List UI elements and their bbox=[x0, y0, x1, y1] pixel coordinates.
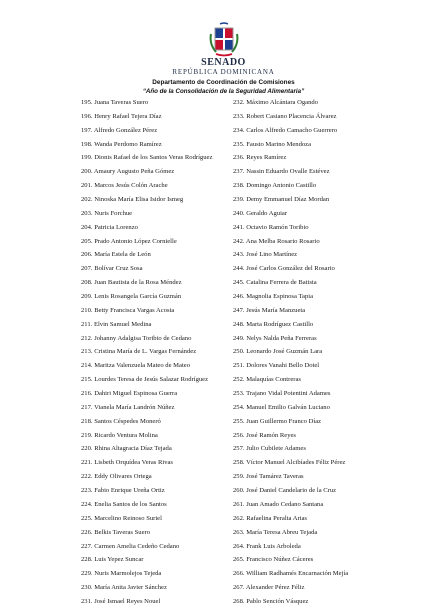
senado-seal-icon bbox=[208, 22, 240, 58]
list-item: 210. Betty Francisca Vargas Acosta bbox=[81, 306, 175, 314]
list-item: 259. José Tamárez Taveras bbox=[233, 473, 304, 481]
list-item: 234. Carlos Alfredo Camacho Guerrero bbox=[233, 126, 338, 134]
list-item: 245. Catalina Ferrera de Batista bbox=[233, 279, 317, 287]
list-item: 207. Bolívar Cruz Sosa bbox=[81, 265, 143, 273]
list-item: 224. Enelia Santos de los Santos bbox=[81, 500, 167, 508]
list-item: 249. Nelys Nalda Peña Ferreras bbox=[233, 334, 317, 342]
list-item: 260. José Daniel Candelario de la Cruz bbox=[233, 487, 337, 495]
list-item: 265. Francisco Núñez Cáceres bbox=[233, 556, 314, 564]
list-item: 261. Juan Amado Cedano Santana bbox=[233, 500, 324, 508]
list-item: 253. Trajano Vidal Potentini Adames bbox=[233, 390, 331, 398]
year-motto: “Año de la Consolidación de la Seguridad Alimentaria” bbox=[142, 88, 305, 95]
list-item: 200. Amaury Augusto Peña Gómez bbox=[81, 168, 175, 176]
list-item: 213. Cristina María de L. Vargas Fernández bbox=[81, 348, 197, 356]
list-item: 220. Rhina Altagracia Díaz Tejada bbox=[81, 445, 172, 453]
list-item: 196. Henry Rafael Tejera Díaz bbox=[81, 112, 162, 120]
list-item: 212. Johanny Adalgisa Toribio de Cedano bbox=[81, 334, 192, 342]
list-item: 199. Dionis Rafael de los Santos Veras Rodríguez bbox=[81, 154, 213, 162]
list-item: 238. Domingo Antonio Castillo bbox=[233, 182, 317, 190]
list-item: 241. Octavio Ramón Toribio bbox=[233, 223, 309, 231]
list-item: 257. Julio Cubilete Adames bbox=[233, 445, 306, 453]
list-item: 267. Alexander Pérez Féliz bbox=[233, 584, 305, 592]
list-item: 203. Nuris Forchue bbox=[81, 209, 133, 217]
list-item: 223. Fabio Enrique Ureña Ortiz bbox=[81, 487, 165, 495]
list-item: 225. Marcelino Reinoso Suriel bbox=[81, 514, 162, 522]
list-item: 214. Maritza Valenzuela Mateo de Mateo bbox=[81, 362, 190, 370]
list-item: 255. Juan Guillermo Franco Díaz bbox=[233, 417, 322, 425]
department-title: Departamento de Coordinación de Comisiones bbox=[152, 79, 295, 86]
list-item: 242. Ana Melba Rosario Rosario bbox=[233, 237, 320, 245]
list-item: 268. Pablo Sención Vásquez bbox=[233, 597, 309, 605]
list-item: 252. Malaquías Contreras bbox=[233, 376, 301, 384]
list-item: 232. Máximo Alcántara Ogando bbox=[233, 99, 318, 106]
list-item: 226. Belkis Taveras Suero bbox=[81, 528, 151, 536]
list-item: 206. María Estela de León bbox=[81, 251, 151, 259]
list-item: 233. Robert Casiano Placencia Álvarez bbox=[233, 112, 337, 120]
org-name: SENADO bbox=[201, 57, 246, 68]
names-list-right bbox=[233, 96, 403, 609]
list-item: 239. Demy Emmanuel Díaz Mordan bbox=[233, 196, 330, 204]
list-item: 246. Magnolia Espinosa Tapia bbox=[233, 293, 313, 301]
list-item: 215. Lourdes Teresa de Jesús Salazar Rodríguez bbox=[81, 376, 209, 384]
list-item: 218. Santos Céspedes Moneró bbox=[81, 417, 161, 425]
list-item: 205. Prado Antonio López Cornielle bbox=[81, 237, 177, 245]
list-item: 228. Luis Yepez Suncar bbox=[81, 556, 144, 564]
list-item: 195. Juana Taveras Suero bbox=[81, 99, 149, 106]
list-item: 263. María Teresa Abreu Tejada bbox=[233, 528, 318, 536]
list-item: 266. William Radhamés Encarnación Mejía bbox=[233, 570, 349, 578]
list-item: 258. Víctor Manuel Alcibíades Féliz Pérez bbox=[233, 459, 346, 467]
list-item: 211. Elvin Samuel Medina bbox=[81, 320, 152, 328]
list-item: 209. Lenis Rosangela García Guzmán bbox=[81, 293, 182, 301]
list-item: 208. Juan Bautista de la Rosa Méndez bbox=[81, 279, 182, 287]
list-item: 221. Lisbeth Orquídea Veras Rivas bbox=[81, 459, 173, 467]
list-item: 244. José Carlos González del Rosario bbox=[233, 265, 335, 273]
list-item: 197. Alfredo González Pérez bbox=[81, 126, 158, 134]
list-item: 219. Ricardo Ventura Molina bbox=[81, 431, 158, 439]
list-item: 256. José Ramón Reyes bbox=[233, 431, 297, 439]
list-item: 236. Reyes Ramírez bbox=[233, 154, 287, 162]
names-list-left bbox=[81, 96, 231, 609]
list-item: 262. Rafaelina Peralta Arias bbox=[233, 514, 307, 522]
list-item: 222. Eddy Olivares Ortega bbox=[81, 473, 152, 481]
list-item: 217. Vianela María Landrón Núñez bbox=[81, 403, 175, 411]
list-item: 235. Fausto Marino Mendoza bbox=[233, 140, 312, 148]
list-item: 227. Carmen Amelia Cedeño Cedano bbox=[81, 542, 180, 550]
list-item: 229. Nuris Marmolejos Tejeda bbox=[81, 570, 162, 578]
list-item: 251. Dolores Vanahi Bello Dotel bbox=[233, 362, 320, 370]
list-item: 243. José Lino Martínez bbox=[233, 251, 298, 259]
list-item: 250. Leonardo José Guzmán Lara bbox=[233, 348, 323, 356]
list-item: 264. Frank Luis Arboleda bbox=[233, 542, 301, 550]
list-item: 247. Jesús María Manzueta bbox=[233, 306, 306, 314]
list-item: 240. Geraldo Aguiar bbox=[233, 209, 288, 217]
list-item: 230. María Anita Javier Sánchez bbox=[81, 584, 167, 592]
list-item: 237. Nassin Eduardo Ovalle Estévez bbox=[233, 168, 330, 176]
country-name: REPÚBLICA DOMINICANA bbox=[172, 68, 275, 76]
list-item: 204. Patricia Lorenzo bbox=[81, 223, 138, 231]
list-item: 231. José Ismael Reyes Nouel bbox=[81, 597, 161, 605]
list-item: 254. Manuel Emilio Galván Luciano bbox=[233, 403, 330, 411]
list-item: 216. Dahiri Miguel Espinosa Guerra bbox=[81, 390, 178, 398]
list-item: 201. Marcos Jesús Colón Arache bbox=[81, 182, 168, 190]
list-item: 198. Wanda Perdomo Ramírez bbox=[81, 140, 162, 148]
list-item: 202. Ninoska María Elisa Isidor Ismeg bbox=[81, 196, 184, 204]
list-item: 248. Marta Rodríguez Castillo bbox=[233, 320, 314, 328]
